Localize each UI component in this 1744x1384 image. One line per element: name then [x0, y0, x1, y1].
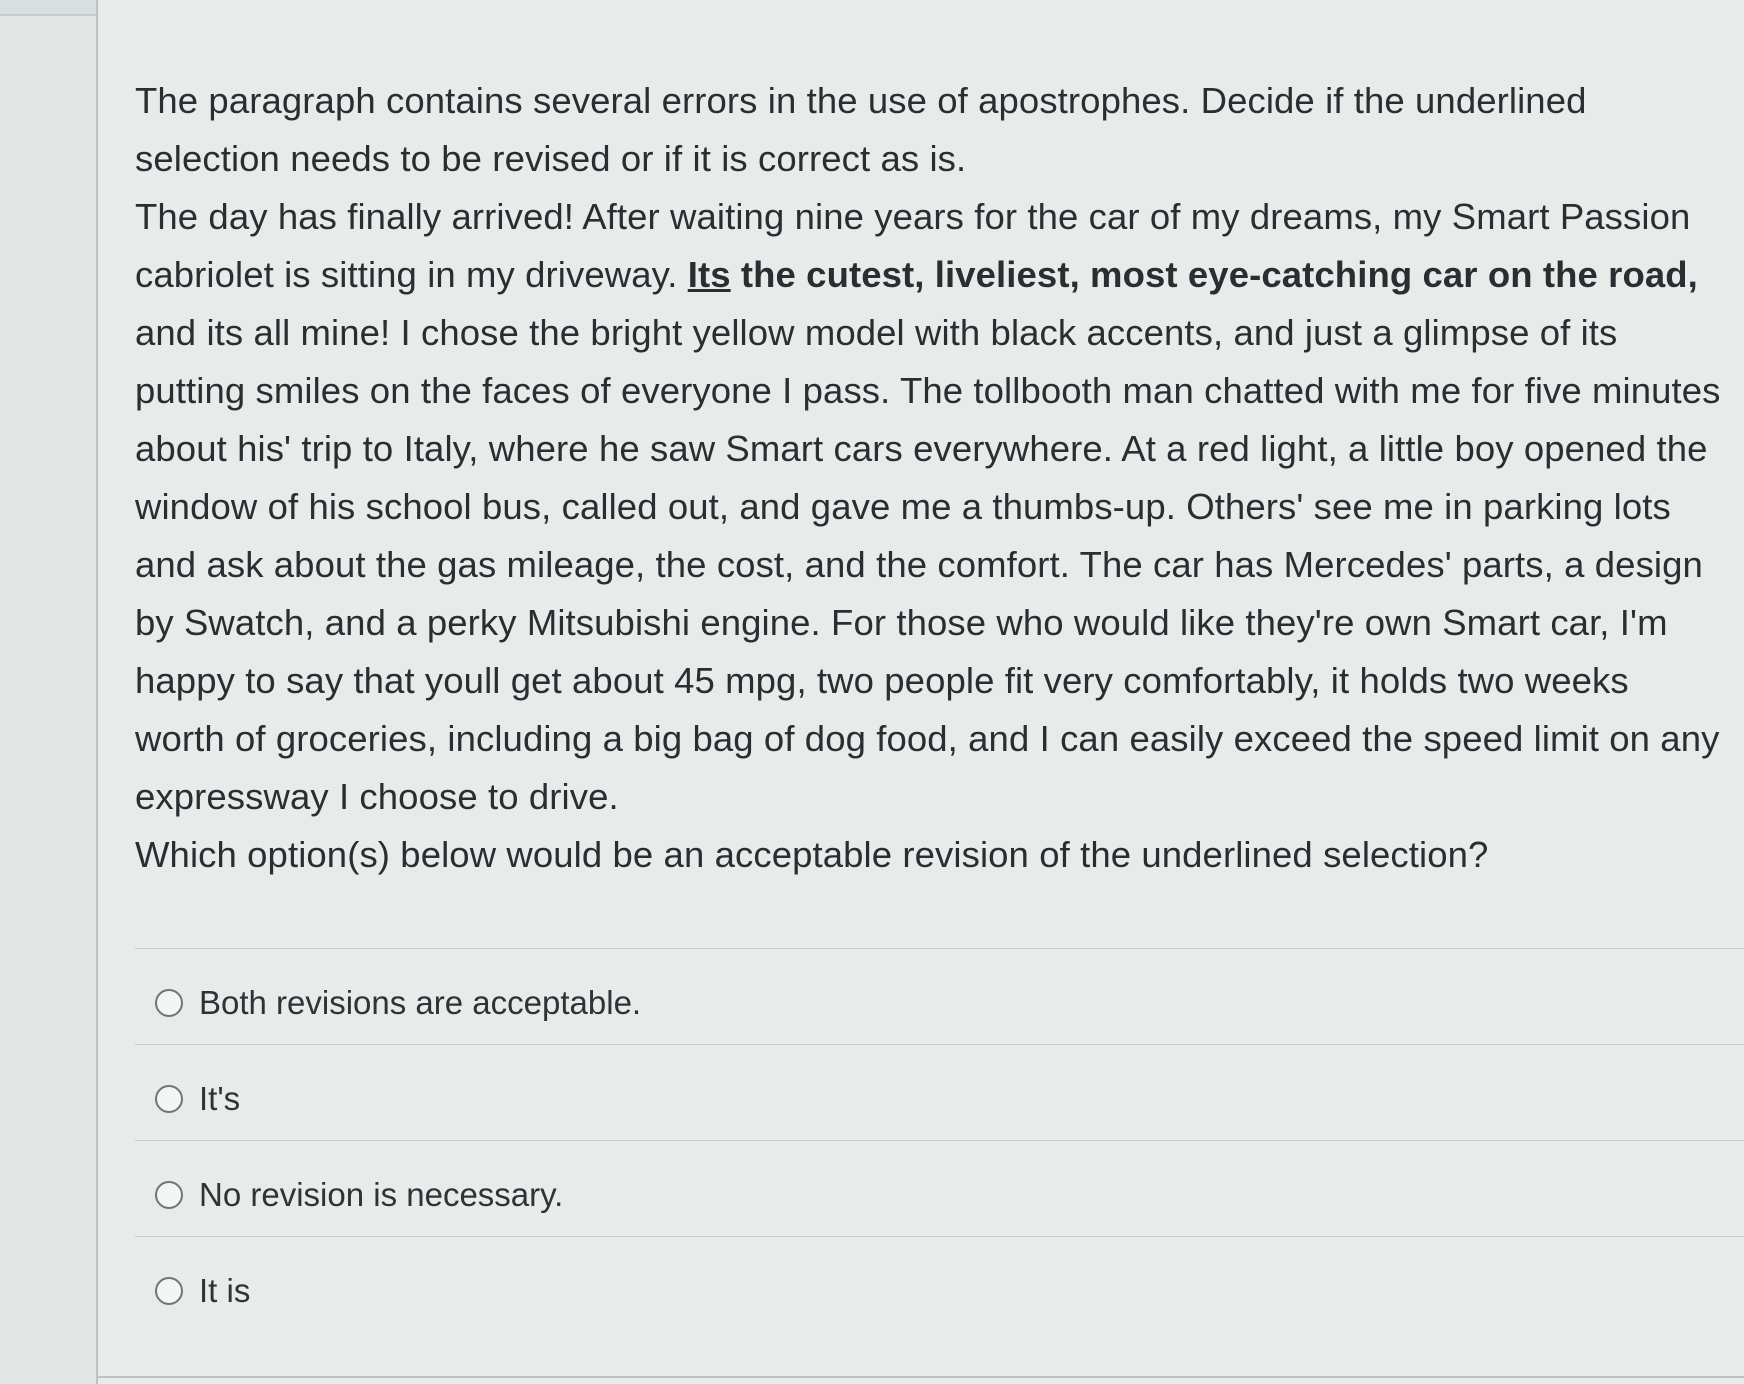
- answer-options: [155, 955, 1715, 1339]
- passage-before: The day has finally arrived! After waiting nine years for the car of my dreams, my Smart Passion cabriolet is sitting in my driveway.: [135, 196, 1691, 295]
- instructions-text: The paragraph contains several errors in the use of apostrophes. Decide if the underlined selection needs to be revised or if it is correct as is.: [135, 80, 1587, 179]
- option-label: No revision is necessary.: [199, 1176, 564, 1213]
- radio-button[interactable]: [155, 1085, 183, 1113]
- radio-button[interactable]: [155, 989, 183, 1017]
- radio-button[interactable]: [155, 1181, 183, 1209]
- question-block: [135, 72, 1725, 884]
- option-label: Both revisions are acceptable.: [199, 984, 642, 1021]
- option-its-apostrophe[interactable]: [155, 1051, 1715, 1147]
- option-label: It's: [199, 1080, 241, 1117]
- separator-line: [135, 948, 1744, 949]
- question-prompt: Which option(s) below would be an acceptable revision of the underlined selection?: [135, 834, 1489, 875]
- option-both-revisions[interactable]: [155, 955, 1715, 1051]
- option-label: It is: [199, 1272, 251, 1309]
- passage-text: [135, 188, 1725, 826]
- radio-button[interactable]: [155, 1277, 183, 1305]
- underlined-selection: Its: [687, 254, 731, 295]
- panel-bottom-border: [96, 1376, 1744, 1378]
- option-no-revision[interactable]: [155, 1147, 1715, 1243]
- option-it-is[interactable]: [155, 1243, 1715, 1339]
- passage-after: and its all mine! I chose the bright yellow model with black accents, and just a glimpse of its putting smiles on the faces of everyone I pass. The tollbooth man chatted with me for five minutes about his' trip to Italy, where he saw Smart cars everywhere. At a red light, a little boy opened the window of his school bus, called out, and gave me a thumbs-up. Others' see me in parking lots and ask about the gas mileage, the cost, and the comfort. The car has Mercedes' parts, a design by Swatch, and a perky Mitsubishi engine. For those who would like they're own Smart car, I'm happy to say that youll get about 45 mpg, two people fit very comfortably, it holds two weeks worth of groceries, including a big bag of dog food, and I can easily exceed the speed limit on any expressway I choose to drive.: [135, 312, 1721, 817]
- passage-bold-after: the cutest, liveliest, most eye-catching car on the road,: [730, 254, 1698, 295]
